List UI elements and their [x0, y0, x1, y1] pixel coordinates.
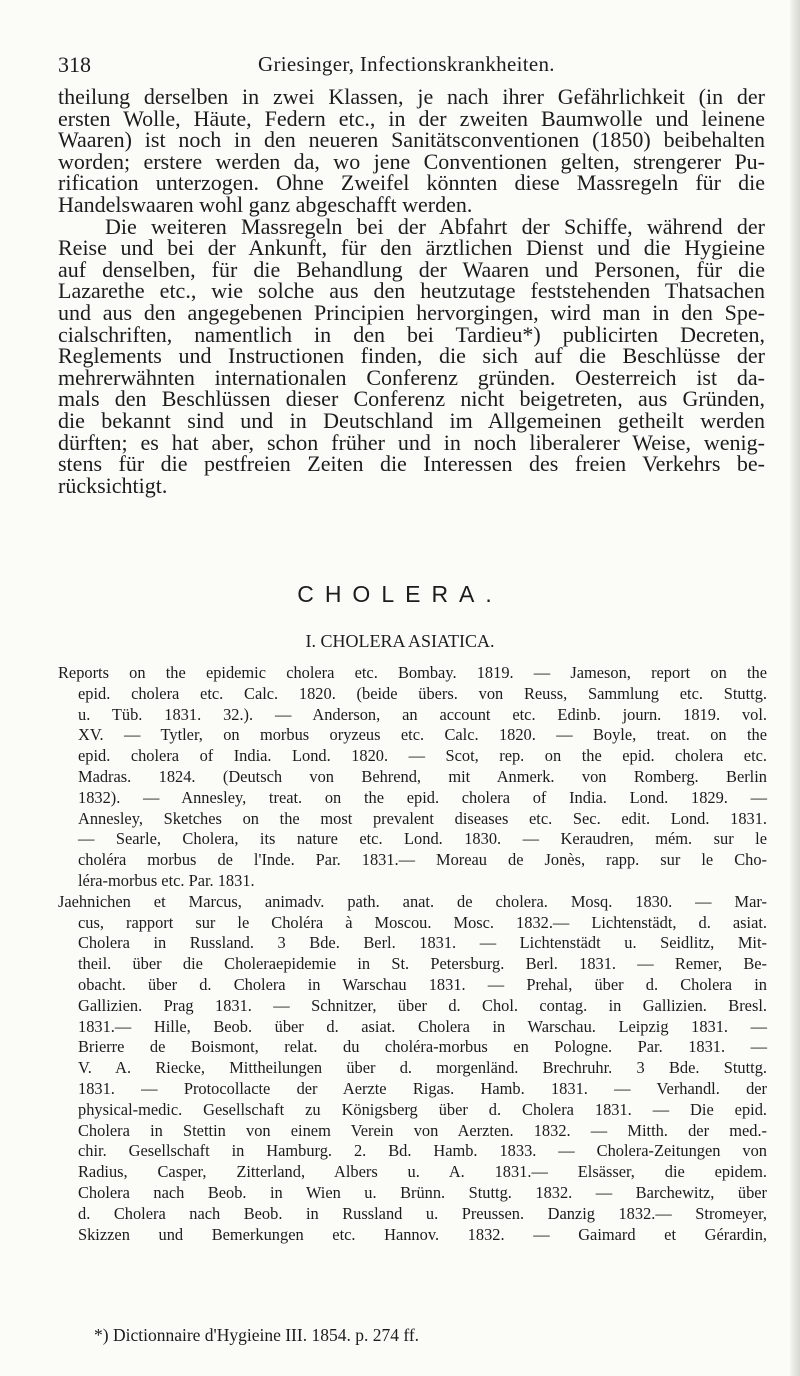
- reference-line: u. Tüb. 1831. 32.). — Anderson, an account etc. Edinb. journ. 1819. vol.: [78, 704, 767, 724]
- reference-line: Skizzen und Bemerkungen etc. Hannov. 1832. — Gaimard et Gérardin,: [78, 1224, 767, 1244]
- text-line: ersten Wolle, Häute, Federn etc., in der zweiten Baumwolle und leinene: [58, 105, 765, 131]
- reference-line: Jaehnichen et Marcus, animadv. path. anat. de cholera. Mosq. 1830. — Mar-: [58, 891, 767, 911]
- reference-line: epid. cholera of India. Lond. 1820. — Scot, rep. on the epid. cholera etc.: [78, 746, 767, 766]
- page-number: 318: [58, 52, 91, 77]
- reference-line: 1831.— Hille, Beob. über d. asiat. Cholera in Warschau. Leipzig 1831. —: [78, 1016, 767, 1036]
- text-line: die bekannt sind und in Deutschland im Allgemeinen getheilt werden: [58, 407, 765, 433]
- reference-line: choléra morbus de l'Inde. Par. 1831.— Moreau de Jonès, rapp. sur le Cho-: [78, 850, 767, 870]
- text-line: dürften; es hat aber, schon früher und in noch liberalerer Weise, wenig-: [58, 429, 765, 455]
- reference-line: V. A. Riecke, Mittheilungen über d. morgenländ. Brechruhr. 3 Bde. Stuttg.: [78, 1058, 767, 1078]
- reference-line: Madras. 1824. (Deutsch von Behrend, mit Anmerk. von Romberg. Berlin: [78, 766, 767, 786]
- reference-line: cus, rapport sur le Choléra à Moscou. Mosc. 1832.— Lichtenstädt, d. asiat.: [78, 912, 767, 932]
- text-line: mals den Beschlüssen dieser Conferenz nicht beigetreten, aus Gründen,: [58, 386, 765, 412]
- reference-line: chir. Gesellschaft in Hamburg. 2. Bd. Hamb. 1833. — Cholera-Zeitungen von: [78, 1141, 767, 1161]
- text-line: auf denselben, für die Behandlung der Waaren und Personen, für die: [58, 256, 765, 282]
- text-line: cialschriften, namentlich in den bei Tardieu*) publicirten Decreten,: [58, 321, 765, 347]
- references: [58, 663, 767, 1245]
- reference-line: Radius, Casper, Zitterland, Albers u. A. 1831.— Elsässer, die epidem.: [78, 1162, 767, 1182]
- page-header: [58, 52, 758, 82]
- reference-line: XV. — Tytler, on morbus oryzeus etc. Calc. 1820. — Boyle, treat. on the: [78, 725, 767, 745]
- section-title: CHOLERA.: [297, 581, 503, 607]
- reference-line: léra-morbus etc. Par. 1831.: [78, 870, 255, 890]
- reference-line: Cholera nach Beob. in Wien u. Brünn. Stuttg. 1832. — Barchewitz, über: [78, 1182, 767, 1202]
- reference-line: epid. cholera etc. Calc. 1820. (beide übers. von Reuss, Sammlung etc. Stuttg.: [78, 683, 767, 703]
- reference-line: Cholera in Stettin von einem Verein von Aerzten. 1832. — Mitth. der med.-: [78, 1120, 767, 1140]
- text-line: Lazarethe etc., wie solche aus den heutzutage feststehenden Thatsachen: [58, 278, 765, 304]
- text-line: und aus den angegebenen Principien hervorgingen, wird man in den Spe-: [58, 299, 765, 325]
- text-line: Reise und bei der Ankunft, für den ärztlichen Dienst und die Hygieine: [58, 235, 765, 261]
- text-line: rification unterzogen. Ohne Zweifel könnten diese Massregeln für die: [58, 170, 765, 196]
- running-head: Griesinger, Infectionskrankheiten.: [258, 52, 555, 76]
- reference-line: Cholera in Russland. 3 Bde. Berl. 1831. — Lichtenstädt u. Seidlitz, Mit-: [78, 933, 767, 953]
- reference-line: — Searle, Cholera, its nature etc. Lond. 1830. — Keraudren, mém. sur le: [78, 829, 767, 849]
- reference-line: Brierre de Boismont, relat. du choléra-morbus en Pologne. Par. 1831. —: [78, 1037, 767, 1057]
- reference-line: d. Cholera nach Beob. in Russland u. Preussen. Danzig 1832.— Stromeyer,: [78, 1203, 767, 1223]
- main-text: [58, 86, 765, 496]
- text-line: Reglements und Instructionen finden, die sich auf die Beschlüsse der: [58, 343, 765, 369]
- text-line: Die weiteren Massregeln bei der Abfahrt der Schiffe, während der: [105, 213, 765, 239]
- reference-line: physical-medic. Gesellschaft zu Königsberg über d. Cholera 1831. — Die epid.: [78, 1099, 767, 1119]
- text-line: theilung derselben in zwei Klassen, je nach ihrer Gefährlichkeit (in der: [58, 84, 765, 109]
- reference-line: obacht. über d. Cholera in Warschau 1831. — Prehal, über d. Cholera in: [78, 974, 767, 994]
- reference-line: 1831. — Protocollacte der Aerzte Rigas. Hamb. 1831. — Verhandl. der: [78, 1078, 767, 1098]
- reference-line: Gallizien. Prag 1831. — Schnitzer, über d. Chol. contag. in Gallizien. Bresl.: [78, 995, 767, 1015]
- reference-line: 1832). — Annesley, treat. on the epid. cholera of India. Lond. 1829. —: [78, 787, 767, 807]
- reference-line: Reports on the epidemic cholera etc. Bombay. 1819. — Jameson, report on the: [58, 663, 767, 682]
- text-line: mehrerwähnten internationalen Conferenz gründen. Oesterreich ist da-: [58, 364, 765, 390]
- text-line: rücksichtigt.: [58, 472, 168, 498]
- subsection-title: I. CHOLERA ASIATICA.: [305, 631, 495, 651]
- reference-line: theil. über die Choleraepidemie in St. Petersburg. Berl. 1831. — Remer, Be-: [78, 954, 767, 974]
- text-line: Waaren) ist noch in den neueren Sanitätsconventionen (1850) beibehalten: [58, 127, 765, 153]
- reference-line: Annesley, Sketches on the most prevalent diseases etc. Sec. edit. Lond. 1831.: [78, 808, 767, 828]
- text-line: stens für die pestfreien Zeiten die Interessen des freien Verkehrs be-: [58, 451, 765, 477]
- page-edge: [790, 0, 800, 1376]
- footnote: *) Dictionnaire d'Hygieine III. 1854. p. 274 ff.: [94, 1325, 420, 1345]
- text-line: worden; erstere werden da, wo jene Conventionen gelten, strengerer Pu-: [58, 148, 765, 174]
- text-line: Handelswaaren wohl ganz abgeschafft werden.: [58, 191, 473, 217]
